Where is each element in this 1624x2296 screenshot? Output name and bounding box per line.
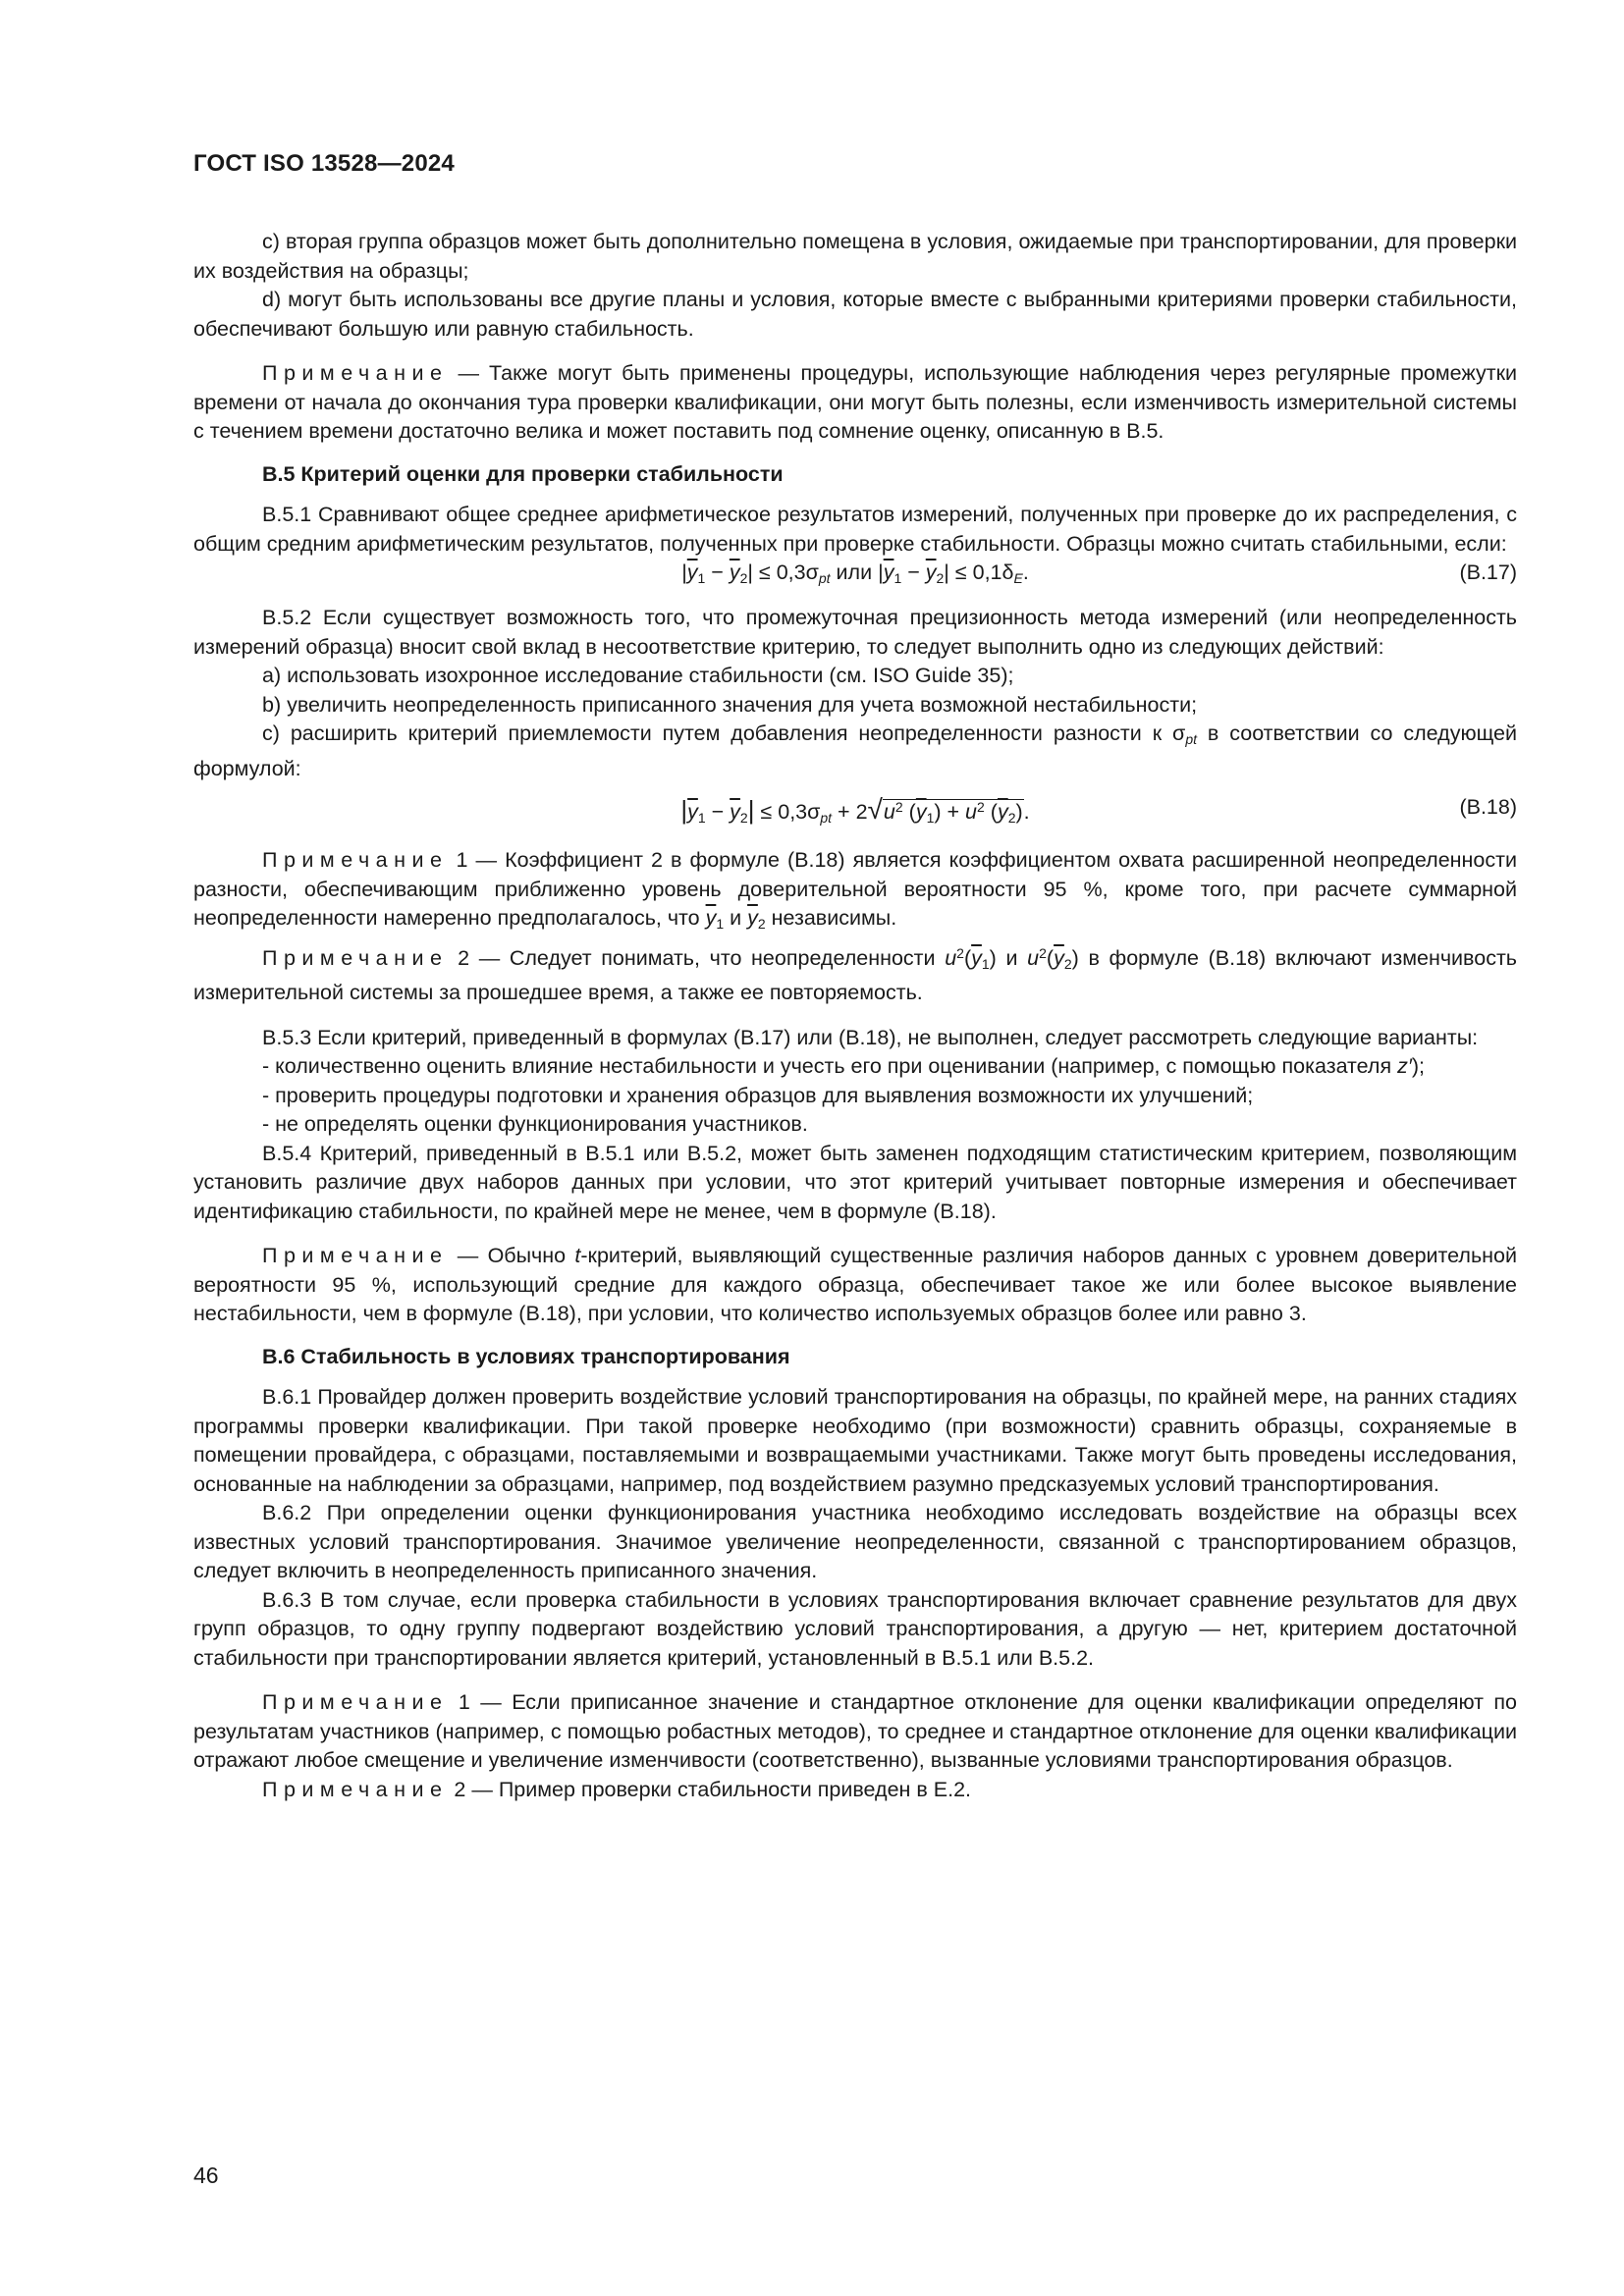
note-text-end: независимы.: [765, 906, 897, 930]
note-label: Примечание: [262, 1777, 449, 1801]
option-3: - не определять оценки функционирования участников.: [262, 1112, 808, 1136]
note-b18-1: Примечание 1 — Коэффициент 2 в формуле (B.18) является коэффициентом охвата расширенной неопределенности разности, обеспечивающим приближенно уровень доверительной вероятности 95 %, кроме того, при расчете суммарной неопределенности намеренно предполагалось, что $\overline{y}_1$ и $\overline{y}_2$ независимы.: [193, 848, 1517, 932]
formula-b18-number: (B.18): [1459, 795, 1517, 819]
note-number: 2: [448, 945, 470, 970]
note-text: — Также могут быть применены процедуры, использующие наблюдения через регулярные промежутки времени от начала до окончания тура проверки квалификации, они могут быть полезны, если изменчивость измерительной системы с течением времени достаточно велика и может поставить под сомнение оценку, описанную в B.5.: [193, 361, 1517, 443]
note-text: — Если приписанное значение и стандартное отклонение для оценки квалификации определяют по результатам участников (например, с помощью робастных методов), то среднее и стандартное отклонение для оценки квалификации отражают любое смещение и увеличение изменчивости (соответственно), вызванные условиями транспортирования образцов.: [193, 1690, 1517, 1772]
paragraph-b53: B.5.3 Если критерий, приведенный в формулах (B.17) или (B.18), не выполнен, следует рассмотреть следующие варианты:: [262, 1025, 1479, 1049]
document-page: [193, 0, 1517, 2296]
option-1-end: );: [1411, 1054, 1425, 1078]
option-1: [193, 1052, 1517, 1082]
document-body: [193, 228, 1517, 1804]
sigma-symbol: σ: [1172, 721, 1186, 745]
note-text: — Пример проверки стабильности приведен в E.2.: [465, 1777, 972, 1801]
list-item-b: b) увеличить неопределенность приписанного значения для учета возможной нестабильности;: [262, 692, 1198, 717]
note-number: 1: [448, 848, 468, 872]
formula-b18-expression: $|\overline{y}_1 - \overline{y}_2| \le 0,3\sigma_{pt} + 2√u^2$ $(\overline{y}_1) + u^2$ $(\overline{y}_2)$.: [680, 794, 1030, 826]
option-1-text: - количественно оценить влияние нестабильности и учесть его при оценивании (например, с помощью показателя: [262, 1054, 1398, 1078]
list-item-c: [193, 720, 1517, 783]
note-label: Примечание: [262, 1690, 449, 1714]
z-prime-symbol: z′: [1397, 1054, 1412, 1078]
formula-b18: [193, 783, 1517, 834]
formula-b17: [193, 559, 1517, 592]
note-b6-1: [193, 1688, 1517, 1776]
note-label: Примечание: [262, 361, 449, 385]
note-b18-2: Примечание 2 — Следует понимать, что неопределенности $u^2(\overline{y}_1)$ и $u^2(\overline{y}_2)$ в формуле (B.18) включают изменчивость измерительной системы за прошедшее время, а также ее повторяемость.: [193, 944, 1517, 1004]
page-number: 46: [193, 2163, 219, 2188]
paragraph-d: d) могут быть использованы все другие планы и условия, которые вместе с выбранными критериями проверки стабильности, обеспечивают большую или равную стабильность.: [193, 288, 1517, 341]
note-text: — Следует понимать, что неопределенности: [469, 945, 946, 970]
list-item-c-text-end: в соответствии со следующей формулой:: [193, 721, 1517, 780]
document-header: ГОСТ ISO 13528—2024: [193, 150, 455, 177]
note-conjunction: и: [724, 906, 748, 930]
paragraph-b61: B.6.1 Провайдер должен проверить воздействие условий транспортирования на образцы, по крайней мере, на ранних стадиях программы проверки квалификации. При такой проверке необходимо (при возможности) сравнить образцы, сохраняемые в помещении провайдера, с образцами, поставляемыми и возвращаемыми участниками. Также могут быть проведены исследования, основанные на наблюдении за образцами, например, под воздействием разумно предсказуемых условий транспортирования.: [193, 1385, 1517, 1496]
note-label: Примечание: [262, 1244, 449, 1267]
note-number: 2: [448, 1777, 466, 1801]
paragraph-b62: B.6.2 При определении оценки функционирования участника необходимо исследовать воздействие на образцы всех известных условий транспортирования. Значимое увеличение неопределенности, связанной с транспортированием образцов, следует включить в неопределенность приписанного значения.: [193, 1501, 1517, 1582]
paragraph-b51: B.5.1 Сравнивают общее среднее арифметическое результатов измерений, полученных при проверке до их распределения, с общим средним арифметическим результатов, полученных при проверке стабильности. Образцы можно считать стабильными, если:: [193, 503, 1517, 556]
paragraph-b63: B.6.3 В том случае, если проверка стабильности в условиях транспортирования включает сравнение результатов для двух групп образцов, то одну группу подвергают воздействию условий транспортирования, а другую — нет, критерием достаточной стабильности при транспортировании является критерий, установленный в B.5.1 или B.5.2.: [193, 1587, 1517, 1670]
note-number: 1: [448, 1690, 470, 1714]
note-b54: [193, 1242, 1517, 1329]
note-text: — Коэффициент 2 в формуле (B.18) является коэффициентом охвата расширенной неопределенности разности, обеспечивающим приближенно уровень доверительной вероятности 95 %, кроме того, при расчете суммарной неопределенности намеренно предполагалось, что: [193, 848, 1517, 930]
section-heading-b5: B.5 Критерий оценки для проверки стабильности: [262, 461, 784, 486]
section-heading-b6: B.6 Стабильность в условиях транспортирования: [262, 1344, 790, 1368]
note-label: Примечание: [262, 945, 449, 970]
list-item-c-text: c) расширить критерий приемлемости путем добавления неопределенности разности к: [262, 721, 1173, 745]
list-item-a: a) использовать изохронное исследование стабильности (см. ISO Guide 35);: [262, 664, 1014, 687]
note-text-end: в формуле (B.18) включают изменчивость измерительной системы за прошедшее время, а также ее повторяемость.: [193, 945, 1517, 1004]
note-label: Примечание: [262, 848, 449, 872]
paragraph-b54: B.5.4 Критерий, приведенный в B.5.1 или B.5.2, может быть заменен подходящим статистическим критерием, позволяющим установить различие двух наборов данных при условии, что этот критерий учитывает повторные измерения и обеспечивает идентификацию стабильности, по крайней мере не менее, чем в формуле (B.18).: [193, 1141, 1517, 1223]
formula-b17-number: (B.17): [1459, 561, 1517, 584]
formula-b17-expression: $|\overline{y}_1 - \overline{y}_2| \le 0,3\sigma_{pt}$ или $|\overline{y}_1 - \overline{y}_2| \le 0,1\delta_E$.: [681, 561, 1029, 586]
t-symbol: t: [574, 1244, 581, 1267]
note-text: — Обычно: [448, 1244, 575, 1267]
sigma-subscript: pt: [1185, 731, 1197, 747]
option-2: - проверить процедуры подготовки и хранения образцов для выявления возможности их улучшений;: [262, 1083, 1254, 1107]
note-text-end: -критерий, выявляющий существенные различия наборов данных с уровнем доверительной вероятности 95 %, использующий средние для каждого образца, обеспечивает такое же или более высокое выявление нестабильности, чем в формуле (B.18), при условии, что количество используемых образцов более или равно 3.: [193, 1244, 1517, 1325]
note-b6-2: [193, 1776, 1517, 1805]
paragraph-c: c) вторая группа образцов может быть дополнительно помещена в условия, ожидаемые при транспортировании, для проверки их воздействия на образцы;: [193, 230, 1517, 283]
note-b4: [193, 359, 1517, 447]
paragraph-b52: B.5.2 Если существует возможность того, что промежуточная прецизионность метода измерений (или неопределенность измерений образца) вносит свой вклад в несоответствие критерию, то следует выполнить одно из следующих действий:: [193, 606, 1517, 659]
